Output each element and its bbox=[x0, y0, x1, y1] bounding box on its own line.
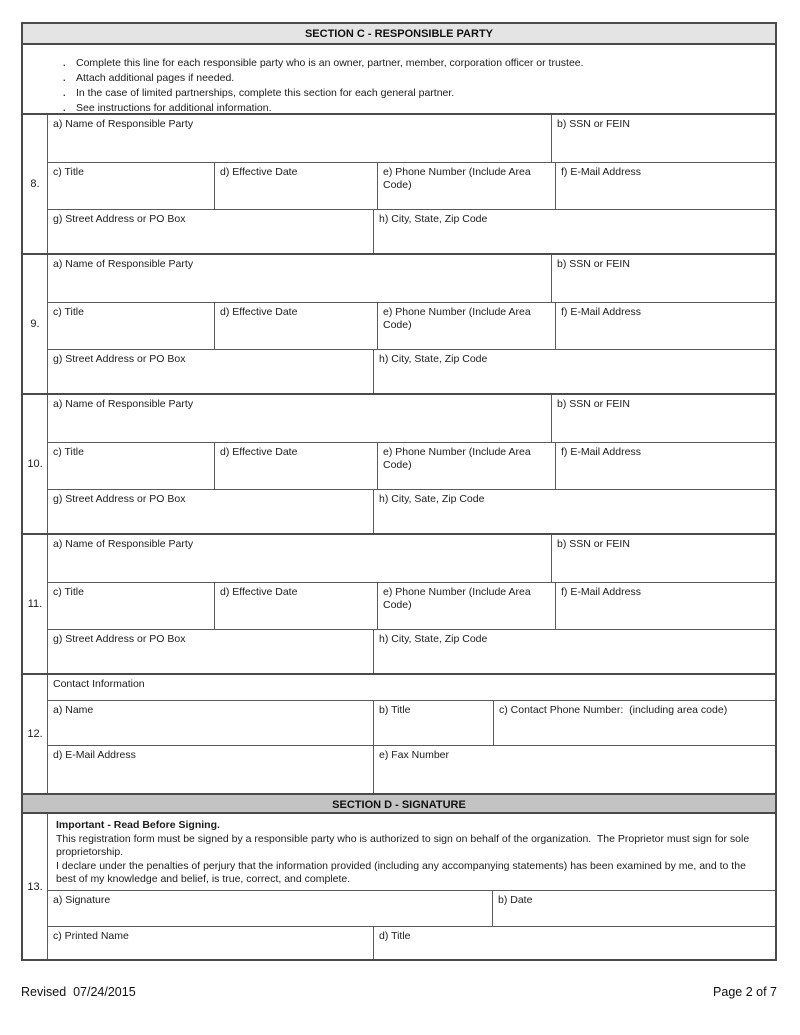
ssn-or-fein-label: b) SSN or FEIN bbox=[557, 398, 630, 410]
title-field[interactable] bbox=[48, 443, 215, 489]
contact-fax-label: e) Fax Number bbox=[379, 749, 450, 761]
signer-title-field[interactable] bbox=[374, 927, 774, 959]
page-number-label: Page 2 of 7 bbox=[713, 985, 777, 999]
contact-name-label: a) Name bbox=[53, 704, 94, 716]
instruction-text: See instructions for additional information. bbox=[76, 102, 272, 114]
row-number-label: 13. bbox=[27, 880, 43, 893]
responsible-party-row bbox=[23, 113, 775, 253]
email-address-label: f) E-Mail Address bbox=[561, 586, 641, 598]
effective-date-field[interactable] bbox=[215, 443, 378, 489]
name-ssn-subrow bbox=[48, 255, 775, 303]
ssn-or-fein-field[interactable] bbox=[552, 255, 774, 302]
ssn-or-fein-label: b) SSN or FEIN bbox=[557, 258, 630, 270]
important-notice-label: Important - Read Before Signing. bbox=[56, 819, 220, 831]
effective-date-label: d) Effective Date bbox=[220, 586, 298, 598]
effective-date-label: d) Effective Date bbox=[220, 306, 298, 318]
street-address-field[interactable] bbox=[48, 210, 374, 253]
title-date-phone-email-subrow bbox=[48, 583, 775, 630]
signature-row bbox=[23, 814, 775, 959]
ssn-or-fein-field[interactable] bbox=[552, 535, 774, 582]
contact-title-field[interactable] bbox=[374, 701, 494, 745]
section-c-instructions bbox=[23, 45, 775, 113]
effective-date-field[interactable] bbox=[215, 163, 378, 209]
name-of-responsible-party-label: a) Name of Responsible Party bbox=[53, 538, 194, 550]
name-of-responsible-party-field[interactable] bbox=[48, 535, 552, 582]
name-of-responsible-party-field[interactable] bbox=[48, 395, 552, 442]
title-date-phone-email-subrow bbox=[48, 443, 775, 490]
signature-paragraph-2: I declare under the penalties of perjury that the information provided (including any accompanying statements) has been examined by me, and to the best of my knowledge and belief, is true, correct, and complete. bbox=[56, 859, 749, 885]
contact-email-field[interactable] bbox=[48, 746, 374, 793]
name-of-responsible-party-field[interactable] bbox=[48, 115, 552, 162]
instruction-line bbox=[63, 71, 765, 86]
ssn-or-fein-label: b) SSN or FEIN bbox=[557, 118, 630, 130]
bullet-icon: . bbox=[63, 88, 66, 98]
section-d-header: SECTION D - SIGNATURE bbox=[23, 793, 775, 814]
responsible-party-fields bbox=[48, 395, 775, 533]
name-ssn-subrow bbox=[48, 395, 775, 443]
effective-date-label: d) Effective Date bbox=[220, 446, 298, 458]
phone-number-label: e) Phone Number (Include Area Code) bbox=[383, 446, 534, 471]
contact-information-label: Contact Information bbox=[53, 678, 145, 690]
instruction-line bbox=[63, 86, 765, 101]
name-of-responsible-party-label: a) Name of Responsible Party bbox=[53, 258, 194, 270]
instruction-line bbox=[63, 56, 765, 71]
city-state-zip-field[interactable] bbox=[374, 210, 774, 253]
phone-number-label: e) Phone Number (Include Area Code) bbox=[383, 166, 534, 191]
row-number bbox=[23, 814, 48, 959]
name-ssn-subrow bbox=[48, 535, 775, 583]
section-c-header: SECTION C - RESPONSIBLE PARTY bbox=[23, 24, 775, 45]
signature-paragraph-1: This registration form must be signed by a responsible party who is authorized to sign on behalf of the organization. The Proprietor must sign for sole proprietorship. bbox=[56, 832, 753, 858]
city-state-zip-label: h) City, State, Zip Code bbox=[379, 353, 488, 365]
phone-number-field[interactable] bbox=[378, 583, 556, 629]
row-number-label: 11. bbox=[27, 598, 43, 610]
row-number bbox=[23, 255, 48, 393]
row-number bbox=[23, 675, 48, 793]
name-of-responsible-party-label: a) Name of Responsible Party bbox=[53, 398, 194, 410]
title-label: c) Title bbox=[53, 306, 84, 318]
email-address-label: f) E-Mail Address bbox=[561, 306, 641, 318]
city-state-zip-label: h) City, State, Zip Code bbox=[379, 633, 488, 645]
street-address-label: g) Street Address or PO Box bbox=[53, 633, 186, 645]
page-footer bbox=[21, 985, 777, 999]
row-number bbox=[23, 115, 48, 253]
phone-number-label: e) Phone Number (Include Area Code) bbox=[383, 306, 534, 331]
printed-name-field[interactable] bbox=[48, 927, 374, 959]
street-address-label: g) Street Address or PO Box bbox=[53, 213, 186, 225]
email-address-field[interactable] bbox=[556, 443, 774, 489]
bullet-icon: . bbox=[63, 103, 66, 113]
instruction-text: Attach additional pages if needed. bbox=[76, 72, 235, 84]
street-city-subrow bbox=[48, 210, 775, 253]
responsible-party-fields bbox=[48, 255, 775, 393]
signature-label: a) Signature bbox=[53, 894, 111, 906]
date-label: b) Date bbox=[498, 894, 533, 906]
printed-name-title-subrow bbox=[48, 926, 775, 959]
phone-number-field[interactable] bbox=[378, 163, 556, 209]
city-state-zip-field[interactable] bbox=[374, 630, 774, 673]
date-field[interactable] bbox=[493, 891, 774, 926]
party-rows-container bbox=[23, 113, 775, 673]
bullet-icon: . bbox=[63, 58, 66, 68]
street-address-field[interactable] bbox=[48, 350, 374, 393]
responsible-party-row bbox=[23, 533, 775, 673]
title-field[interactable] bbox=[48, 303, 215, 349]
email-address-label: f) E-Mail Address bbox=[561, 446, 641, 458]
contact-information-strip bbox=[48, 675, 775, 701]
phone-number-field[interactable] bbox=[378, 303, 556, 349]
row-number bbox=[23, 535, 48, 673]
contact-information-fields bbox=[48, 675, 775, 793]
effective-date-field[interactable] bbox=[215, 303, 378, 349]
responsible-party-fields bbox=[48, 115, 775, 253]
row-number-label: 9. bbox=[30, 318, 40, 330]
form-border bbox=[21, 22, 777, 961]
email-address-field[interactable] bbox=[556, 163, 774, 209]
contact-phone-field[interactable] bbox=[494, 701, 774, 745]
signature-legal-text bbox=[48, 814, 775, 890]
name-of-responsible-party-field[interactable] bbox=[48, 255, 552, 302]
ssn-or-fein-label: b) SSN or FEIN bbox=[557, 538, 630, 550]
contact-phone-label: c) Contact Phone Number: (including area code) bbox=[499, 704, 728, 716]
name-of-responsible-party-label: a) Name of Responsible Party bbox=[53, 118, 194, 130]
signature-date-subrow bbox=[48, 890, 775, 926]
signature-fields bbox=[48, 814, 775, 959]
contact-fax-field[interactable] bbox=[374, 746, 774, 793]
title-date-phone-email-subrow bbox=[48, 163, 775, 210]
contact-email-label: d) E-Mail Address bbox=[53, 749, 136, 761]
title-field[interactable] bbox=[48, 163, 215, 209]
street-city-subrow bbox=[48, 490, 775, 533]
signature-field[interactable] bbox=[48, 891, 493, 926]
row-number-label: 8. bbox=[30, 178, 40, 190]
instruction-text: Complete this line for each responsible party who is an owner, partner, member, corporation officer or trustee. bbox=[76, 57, 584, 69]
ssn-or-fein-field[interactable] bbox=[552, 115, 774, 162]
street-city-subrow bbox=[48, 630, 775, 673]
title-label: c) Title bbox=[53, 586, 84, 598]
email-address-label: f) E-Mail Address bbox=[561, 166, 641, 178]
responsible-party-fields bbox=[48, 535, 775, 673]
street-city-subrow bbox=[48, 350, 775, 393]
street-address-label: g) Street Address or PO Box bbox=[53, 353, 186, 365]
title-date-phone-email-subrow bbox=[48, 303, 775, 350]
signer-title-label: d) Title bbox=[379, 930, 411, 942]
title-field[interactable] bbox=[48, 583, 215, 629]
title-label: c) Title bbox=[53, 166, 84, 178]
street-address-field[interactable] bbox=[48, 490, 374, 533]
contact-name-title-phone-subrow bbox=[48, 701, 775, 746]
printed-name-label: c) Printed Name bbox=[53, 930, 129, 942]
contact-information-row bbox=[23, 673, 775, 793]
city-state-zip-label: h) City, State, Zip Code bbox=[379, 213, 488, 225]
email-address-field[interactable] bbox=[556, 583, 774, 629]
city-state-zip-field[interactable] bbox=[374, 490, 774, 533]
city-state-zip-label: h) City, Sate, Zip Code bbox=[379, 493, 485, 505]
email-address-field[interactable] bbox=[556, 303, 774, 349]
responsible-party-row bbox=[23, 253, 775, 393]
phone-number-label: e) Phone Number (Include Area Code) bbox=[383, 586, 534, 611]
street-address-field[interactable] bbox=[48, 630, 374, 673]
contact-name-field[interactable] bbox=[48, 701, 374, 745]
ssn-or-fein-field[interactable] bbox=[552, 395, 774, 442]
street-address-label: g) Street Address or PO Box bbox=[53, 493, 186, 505]
row-number-label: 12. bbox=[27, 728, 43, 740]
instruction-text: In the case of limited partnerships, complete this section for each general partner. bbox=[76, 87, 455, 99]
city-state-zip-field[interactable] bbox=[374, 350, 774, 393]
title-label: c) Title bbox=[53, 446, 84, 458]
revised-date-label: Revised 07/24/2015 bbox=[21, 985, 136, 999]
row-number bbox=[23, 395, 48, 533]
effective-date-label: d) Effective Date bbox=[220, 166, 298, 178]
contact-title-label: b) Title bbox=[379, 704, 411, 716]
responsible-party-row bbox=[23, 393, 775, 533]
row-number-label: 10. bbox=[27, 458, 43, 470]
contact-email-fax-subrow bbox=[48, 746, 775, 793]
effective-date-field[interactable] bbox=[215, 583, 378, 629]
name-ssn-subrow bbox=[48, 115, 775, 163]
bullet-icon: . bbox=[63, 73, 66, 83]
phone-number-field[interactable] bbox=[378, 443, 556, 489]
